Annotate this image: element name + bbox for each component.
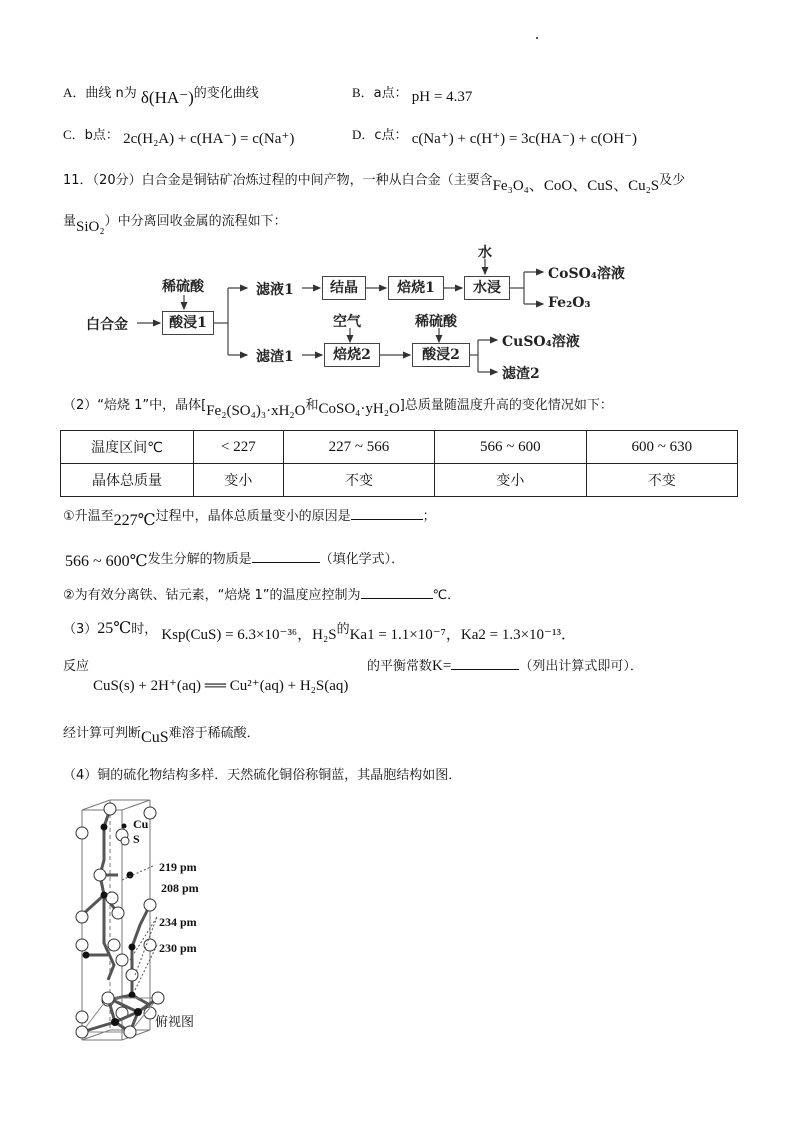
legend-s: S	[133, 832, 140, 846]
flow-output-fe2o3: Fe₂O₃	[548, 295, 591, 311]
option-text: c点：	[374, 128, 408, 143]
table-cell: 600 ~ 630	[586, 431, 737, 464]
flow-box-acid-leach-2: 酸浸2	[412, 343, 470, 367]
table-row	[61, 464, 738, 497]
k-equals: K=	[432, 658, 452, 674]
part3-de: 的	[336, 622, 350, 637]
table-cell: 变小	[194, 464, 284, 497]
q1c-text: 发生分解的物质是	[147, 552, 252, 567]
part2-question-1	[63, 505, 436, 529]
distance-label: 219 pm	[159, 860, 197, 874]
option-suffix: 的变化曲线	[193, 86, 259, 101]
option-label: A．	[63, 85, 86, 100]
intro-text-4: ）中分离回收金属的流程如下：	[104, 214, 287, 229]
k-end: （列出计算式即可）．	[519, 659, 643, 674]
table-cell: 不变	[586, 464, 737, 497]
flow-box-roast-1: 焙烧1	[388, 276, 444, 300]
k-text: 的平衡常数	[367, 659, 433, 674]
conclusion-text-2: 难溶于稀硫酸．	[168, 726, 260, 741]
q1c-temp: 566 ~ 600℃	[65, 553, 148, 570]
option-formula: pH = 4.37	[411, 89, 473, 105]
option-label: D．	[352, 127, 375, 142]
part2-question-1c	[65, 548, 404, 568]
table-cell: < 227	[194, 431, 284, 464]
flow-box-crystallize: 结晶	[322, 276, 366, 300]
option-text: b点：	[84, 128, 119, 143]
flow-output-coso4: CoSO₄溶液	[548, 266, 625, 282]
q1c-end: （填化学式）．	[319, 552, 405, 567]
q1-temp: 227℃	[113, 512, 156, 529]
option-formula: 2c(H₂A) + c(HA⁻) = c(Na⁺)	[123, 131, 295, 147]
intro-formula: Fe₃O₄、CoO、CuS、Cu₂S	[492, 178, 660, 194]
part2-question-2	[63, 584, 460, 603]
intro-text-2: 及少	[659, 173, 686, 188]
distance-label: 234 pm	[159, 915, 197, 929]
option-label: B．	[352, 85, 374, 100]
intro-sio2: SiO₂	[76, 219, 105, 235]
flow-box-roast-2: 焙烧2	[324, 343, 380, 367]
part3-conclusion	[63, 722, 260, 746]
h2s-formula: ，H₂S	[297, 627, 337, 643]
flow-filtrate1-label: 滤液1	[256, 282, 294, 298]
flow-air-label: 空气	[333, 314, 361, 330]
part2-and: 和	[305, 398, 319, 413]
table-header-row	[61, 431, 738, 464]
part3-label: （3）	[63, 622, 98, 637]
q1-text-2: 过程中，晶体总质量变小的原因是	[155, 509, 351, 524]
reaction-label: 反应	[63, 659, 90, 674]
part3-temp: 25℃	[97, 620, 132, 637]
legend-cu: Cu	[133, 817, 149, 831]
part2-text-2: ]总质量随温度升高的变化情况如下：	[399, 398, 613, 413]
part2-intro	[63, 394, 613, 419]
option-formula: c(Na⁺) + c(H⁺) = 3c(HA⁻) + c(OH⁻)	[411, 131, 637, 147]
q2-end: ℃．	[432, 588, 461, 603]
intro-text: 11．（20分）白合金是铜钴矿冶炼过程的中间产物，一种从白合金（主要含	[63, 173, 493, 188]
option-text: a点：	[373, 86, 408, 101]
conclusion-text: 经计算可判断	[63, 726, 142, 741]
ksp-value: Ksp(CuS) = 6.3×10⁻³⁶	[161, 627, 298, 643]
distance-label: 208 pm	[161, 881, 199, 895]
conclusion-cus: CuS	[141, 729, 169, 746]
option-label: C．	[63, 127, 85, 142]
table-cell: 温度区间℃	[61, 431, 194, 464]
flow-output-cuso4: CuSO₄溶液	[502, 334, 580, 350]
q1-end: ；	[422, 509, 436, 524]
flow-box-water-leach: 水浸	[464, 276, 510, 300]
table-cell: 变小	[435, 464, 586, 497]
table-cell: 566 ~ 600	[435, 431, 586, 464]
top-view-label: 俯视图	[155, 1015, 195, 1030]
distance-label: 230 pm	[159, 941, 197, 955]
ka-values: Ka1 = 1.1×10⁻⁷，Ka2 = 1.3×10⁻¹³．	[349, 627, 576, 643]
option-text: 曲线 n为	[85, 86, 137, 101]
part3-conditions	[63, 617, 576, 643]
answer-blank-4[interactable]	[451, 657, 519, 670]
answer-blank-2[interactable]	[252, 550, 320, 563]
part2-formula-2: CoSO₄·yH₂O	[318, 401, 400, 417]
flow-box-acid-leach-1: 酸浸1	[162, 311, 214, 335]
flowchart-arrows	[0, 0, 793, 400]
answer-blank-1[interactable]	[351, 507, 423, 520]
part2-text: （2）“焙烧 1”中，晶体[	[63, 398, 207, 413]
temperature-mass-table	[60, 430, 738, 497]
table-cell: 晶体总质量	[61, 464, 194, 497]
part4-text: （4）铜的硫化物结构多样．天然硫化铜俗称铜蓝，其晶胞结构如图．	[63, 768, 462, 783]
flow-water-label: 水	[478, 245, 492, 261]
intro-text-3: 量	[63, 214, 77, 229]
part2-formula-1: Fe₂(SO₄)₃·xH₂O	[206, 403, 306, 419]
flow-start-label: 白合金	[86, 317, 128, 333]
flow-residue1-label: 滤渣1	[256, 349, 294, 365]
answer-blank-3[interactable]	[361, 586, 433, 599]
flow-reagent1-label: 稀硫酸	[162, 279, 204, 295]
flow-reagent2-label: 稀硫酸	[415, 314, 457, 330]
reaction-equation: CuS(s) + 2H⁺(aq) ══ Cu²⁺(aq) + H₂S(aq)	[93, 678, 349, 694]
q2-text: ②为有效分离铁、钴元素，“焙烧 1”的温度应控制为	[63, 588, 361, 603]
q1-text: ①升温至	[63, 509, 114, 524]
option-formula: δ(HA⁻)	[140, 88, 194, 107]
table-cell: 227 ~ 566	[283, 431, 434, 464]
equilibrium-constant-question	[367, 655, 643, 675]
flow-output-residue2: 滤渣2	[502, 366, 540, 382]
part3-time: 时，	[131, 622, 158, 637]
table-cell: 不变	[283, 464, 434, 497]
